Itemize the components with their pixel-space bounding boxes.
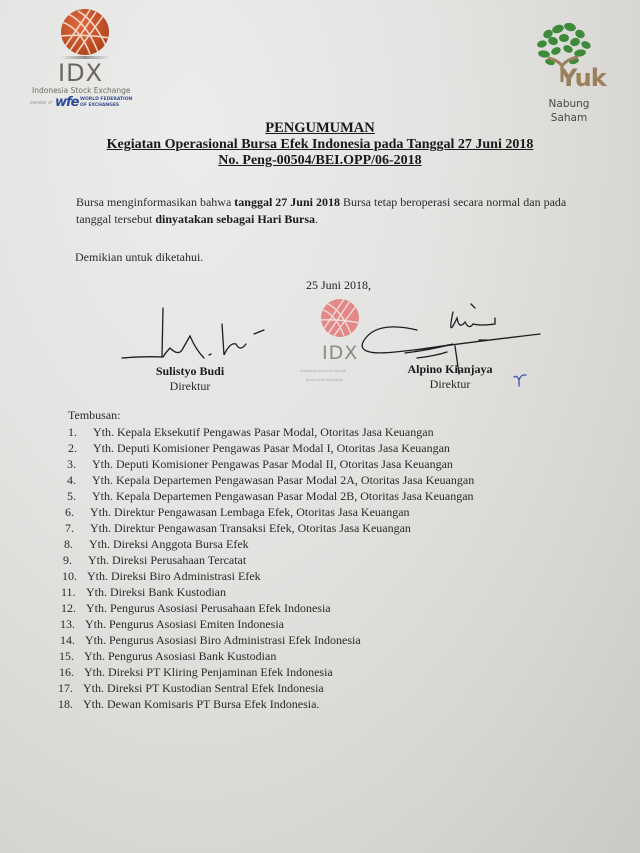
document-title: PENGUMUMAN <box>265 120 375 136</box>
tagline-line2: Saham <box>550 112 588 124</box>
item-text: Yth. Direktur Pengawasan Transaksi Efek, Otoritas Jasa Keuangan <box>90 521 411 535</box>
yuk-wordmark: Yuk <box>560 64 606 92</box>
tagline-line1: Nabung <box>548 98 590 110</box>
wfe-text-line1: WORLD FEDERATION <box>80 97 133 102</box>
item-text: Yth. Pengurus Asosiasi Biro Administrasi Efek Indonesia <box>85 633 361 647</box>
item-text: Yth. Kepala Departemen Pengawasan Pasar Modal 2B, Otoritas Jasa Keuangan <box>92 489 474 503</box>
body-text-2: Bursa tetap beroperasi secara normal dan pada tanggal tersebut <box>76 195 567 226</box>
item-text: Yth. Direksi PT Kustodian Sentral Efek Indonesia <box>83 681 324 695</box>
signer-role: Direktur <box>429 377 471 391</box>
announcement-paragraph <box>76 194 596 228</box>
item-number: 18. <box>58 697 73 711</box>
stamp-wordmark: IDX <box>322 342 359 364</box>
signer-role: Direktur <box>169 379 211 393</box>
item-number: 5. <box>67 489 76 503</box>
wfe-logo-text <box>80 97 140 108</box>
stamp-fine-line2: Bursa Efek Indonesia <box>306 378 343 382</box>
item-text: Yth. Kepala Eksekutif Pengawas Pasar Modal, Otoritas Jasa Keuangan <box>93 425 434 439</box>
item-number: 17. <box>58 681 73 695</box>
closing-line: Demikian untuk diketahui. <box>75 250 204 264</box>
item-number: 8. <box>64 537 73 551</box>
item-text: Yth. Direksi Bank Kustodian <box>86 585 226 599</box>
body-text-1: Bursa menginformasikan bahwa <box>76 195 235 209</box>
item-text: Yth. Direksi Anggota Bursa Efek <box>89 537 249 551</box>
yuk-nabung-saham-logo <box>528 22 618 124</box>
item-number: 13. <box>60 617 75 631</box>
item-text: Yth. Deputi Komisioner Pengawas Pasar Modal I, Otoritas Jasa Keuangan <box>93 441 450 455</box>
signer-name: Sulistyo Budi <box>155 364 225 378</box>
item-number: 16. <box>59 665 74 679</box>
item-number: 12. <box>61 601 76 615</box>
wfe-logo-mark: wfe <box>55 95 79 110</box>
member-of-label: member of <box>30 100 53 105</box>
idx-globe-icon <box>60 8 110 56</box>
item-text: Yth. Deputi Komisioner Pengawas Pasar Modal II, Otoritas Jasa Keuangan <box>92 457 453 471</box>
item-number: 14. <box>60 633 75 647</box>
item-number: 3. <box>67 457 76 471</box>
body-bold-status: dinyatakan sebagai Hari Bursa <box>155 212 316 226</box>
item-number: 4. <box>67 473 76 487</box>
item-text: Yth. Direksi Biro Administrasi Efek <box>87 569 261 583</box>
item-text: Yth. Pengurus Asosiasi Bank Kustodian <box>84 649 277 663</box>
idx-wordmark: IDX <box>58 59 103 87</box>
initial-mark-icon <box>512 372 528 388</box>
document-number: No. Peng-00504/BEI.OPP/06-2018 <box>218 153 422 168</box>
item-number: 10. <box>62 569 77 583</box>
signer-block-left <box>140 364 240 394</box>
item-text: Yth. Direksi PT Kliring Penjaminan Efek Indonesia <box>84 665 333 679</box>
cc-label: Tembusan: <box>68 408 121 422</box>
item-text: Yth. Pengurus Asosiasi Perusahaan Efek Indonesia <box>86 601 331 615</box>
idx-subtitle: Indonesia Stock Exchange <box>32 86 131 95</box>
item-number: 7. <box>65 521 74 535</box>
signature-sulistyo-budi <box>118 300 298 365</box>
item-number: 11. <box>61 585 76 599</box>
body-text-3: . <box>315 212 319 226</box>
idx-logo <box>30 6 150 111</box>
body-bold-date: tanggal 27 Juni 2018 <box>234 195 340 209</box>
stamp-fine-line1: Indonesia Stock Exchange <box>300 369 346 373</box>
item-number: 2. <box>68 441 77 455</box>
item-number: 6. <box>65 505 74 519</box>
document-subject: Kegiatan Operasional Bursa Efek Indonesia pada Tanggal 27 Juni 2018 <box>106 137 534 152</box>
signature-date: 25 Juni 2018, <box>306 278 372 292</box>
item-number: 9. <box>63 553 72 567</box>
item-number: 1. <box>68 425 77 439</box>
signer-block-right <box>395 362 505 392</box>
signer-name: Alpino Kianjaya <box>407 362 493 376</box>
item-text: Yth. Pengurus Asosiasi Emiten Indonesia <box>85 617 284 631</box>
item-number: 15. <box>59 649 74 663</box>
item-text: Yth. Dewan Komisaris PT Bursa Efek Indonesia. <box>83 697 320 711</box>
wfe-text-line2: OF EXCHANGES <box>80 102 120 108</box>
item-text: Yth. Direksi Perusahaan Tercatat <box>88 553 247 567</box>
item-text: Yth. Direktur Pengawasan Lembaga Efek, Otoritas Jasa Keuangan <box>90 505 410 519</box>
item-text: Yth. Kepala Departemen Pengawasan Pasar Modal 2A, Otoritas Jasa Keuangan <box>92 473 475 487</box>
